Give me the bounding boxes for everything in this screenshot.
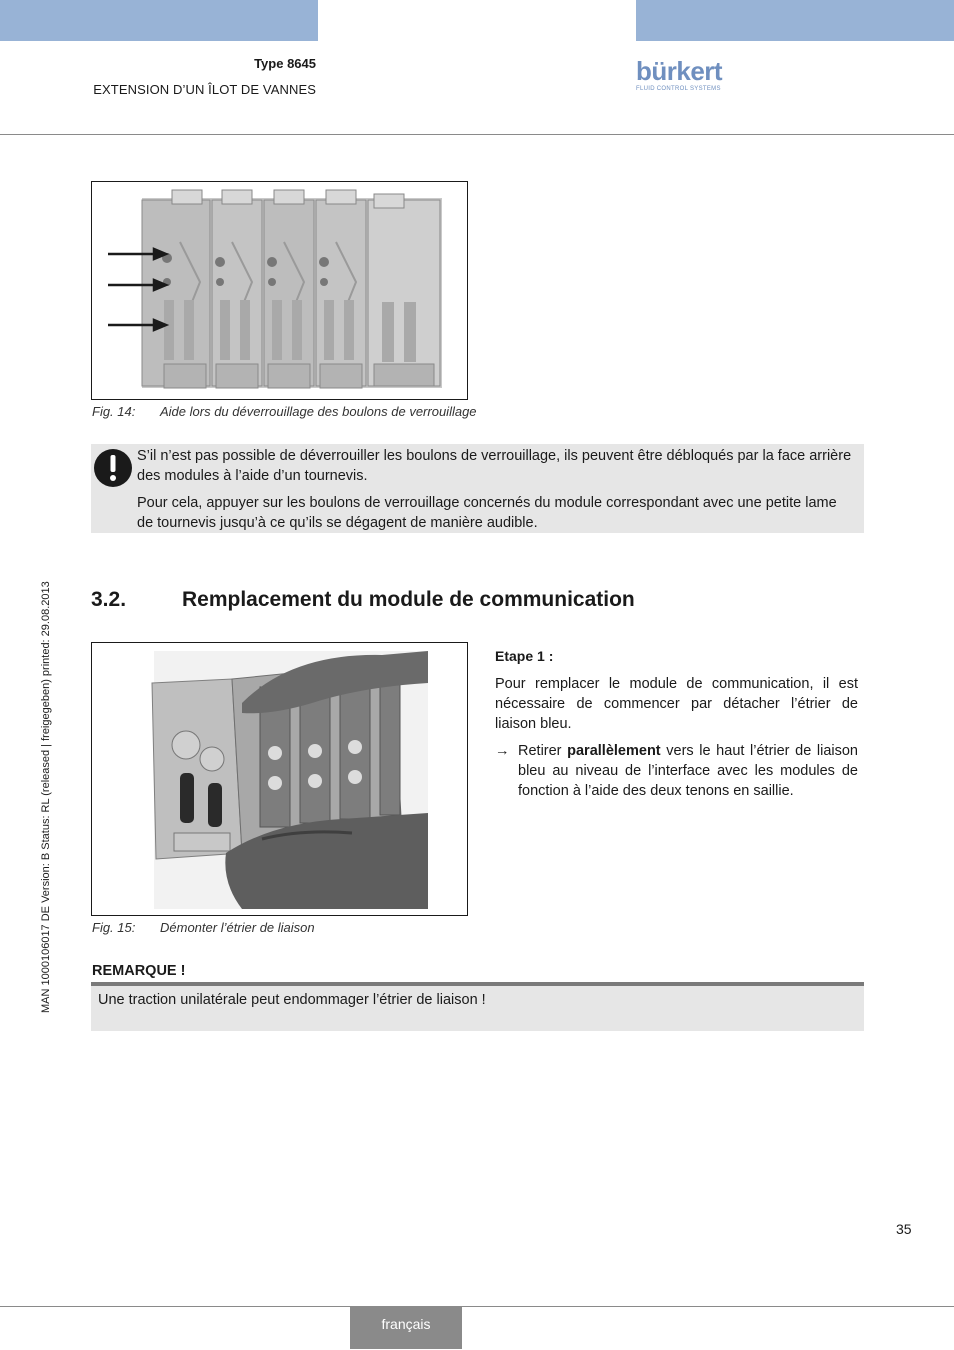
warning-paragraph-2: Pour cela, appuyer sur les boulons de verrouillage concernés du module correspondant avec une petite lame de tournevis jusqu’à ce qu’ils se dégagent de manière audible. (137, 495, 837, 531)
language-tab: français (350, 1307, 462, 1349)
remark-title: REMARQUE ! (92, 963, 186, 979)
figure-14-caption-text: Aide lors du déverrouillage des boulons de verrouillage (160, 404, 477, 419)
footer-divider (0, 1306, 954, 1307)
logo-wordmark: bürkert (636, 56, 723, 86)
instruction-prefix: Retirer (518, 743, 568, 759)
step-instruction (495, 741, 858, 801)
remark-text: Une traction unilatérale peut endommager l’étrier de liaison ! (98, 992, 486, 1008)
page-number: 35 (896, 1221, 912, 1237)
section-heading (91, 588, 635, 612)
remark-box (91, 982, 864, 1031)
document-meta-vertical: MAN 1000106017 DE Version: B Status: RL (released | freigegeben) printed: 29.08.2013 (40, 581, 52, 1013)
chapter-subtitle: EXTENSION D’UN ÎLOT DE VANNES (93, 82, 316, 97)
figure-14-number: Fig. 14: (92, 404, 136, 419)
step-title: Etape 1 : (495, 648, 554, 664)
arrow-right-icon: → (495, 743, 510, 759)
figure-15-number: Fig. 15: (92, 920, 136, 935)
figure-15-image (91, 642, 468, 916)
burkert-logo (636, 58, 736, 98)
figure-15-caption-text: Démonter l’étrier de liaison (160, 920, 315, 935)
figure-14-caption (92, 404, 477, 419)
logo-tagline: FLUID CONTROL SYSTEMS (636, 86, 721, 92)
header-accent-bar-left (0, 0, 318, 41)
document-type: Type 8645 (254, 56, 316, 71)
warning-box (91, 444, 864, 533)
instruction-rest: vers le haut l’étrier de liaison bleu au niveau de l’interface avec les modules de fonction à l’aide des deux tenons en saillie. (518, 743, 858, 799)
section-title-text: Remplacement du module de communication (182, 588, 635, 611)
step-paragraph: Pour remplacer le module de communication, il est nécessaire de commencer par détacher l’étrier de liaison bleu. (495, 676, 858, 732)
figure-15-caption (92, 920, 315, 935)
figure-14-image (91, 181, 468, 400)
step-instruction-text (518, 741, 858, 801)
warning-paragraph-1: S’il n’est pas possible de déverrouiller les boulons de verrouillage, ils peuvent être débloqués par la face arrière des modules à l’aide d’un tournevis. (137, 448, 852, 484)
warning-text (137, 446, 852, 540)
section-number: 3.2. (91, 588, 127, 611)
header-accent-bar-right (636, 0, 954, 41)
header-divider (0, 134, 954, 135)
exclamation-icon (91, 444, 136, 533)
instruction-bold: parallèlement (567, 743, 661, 759)
